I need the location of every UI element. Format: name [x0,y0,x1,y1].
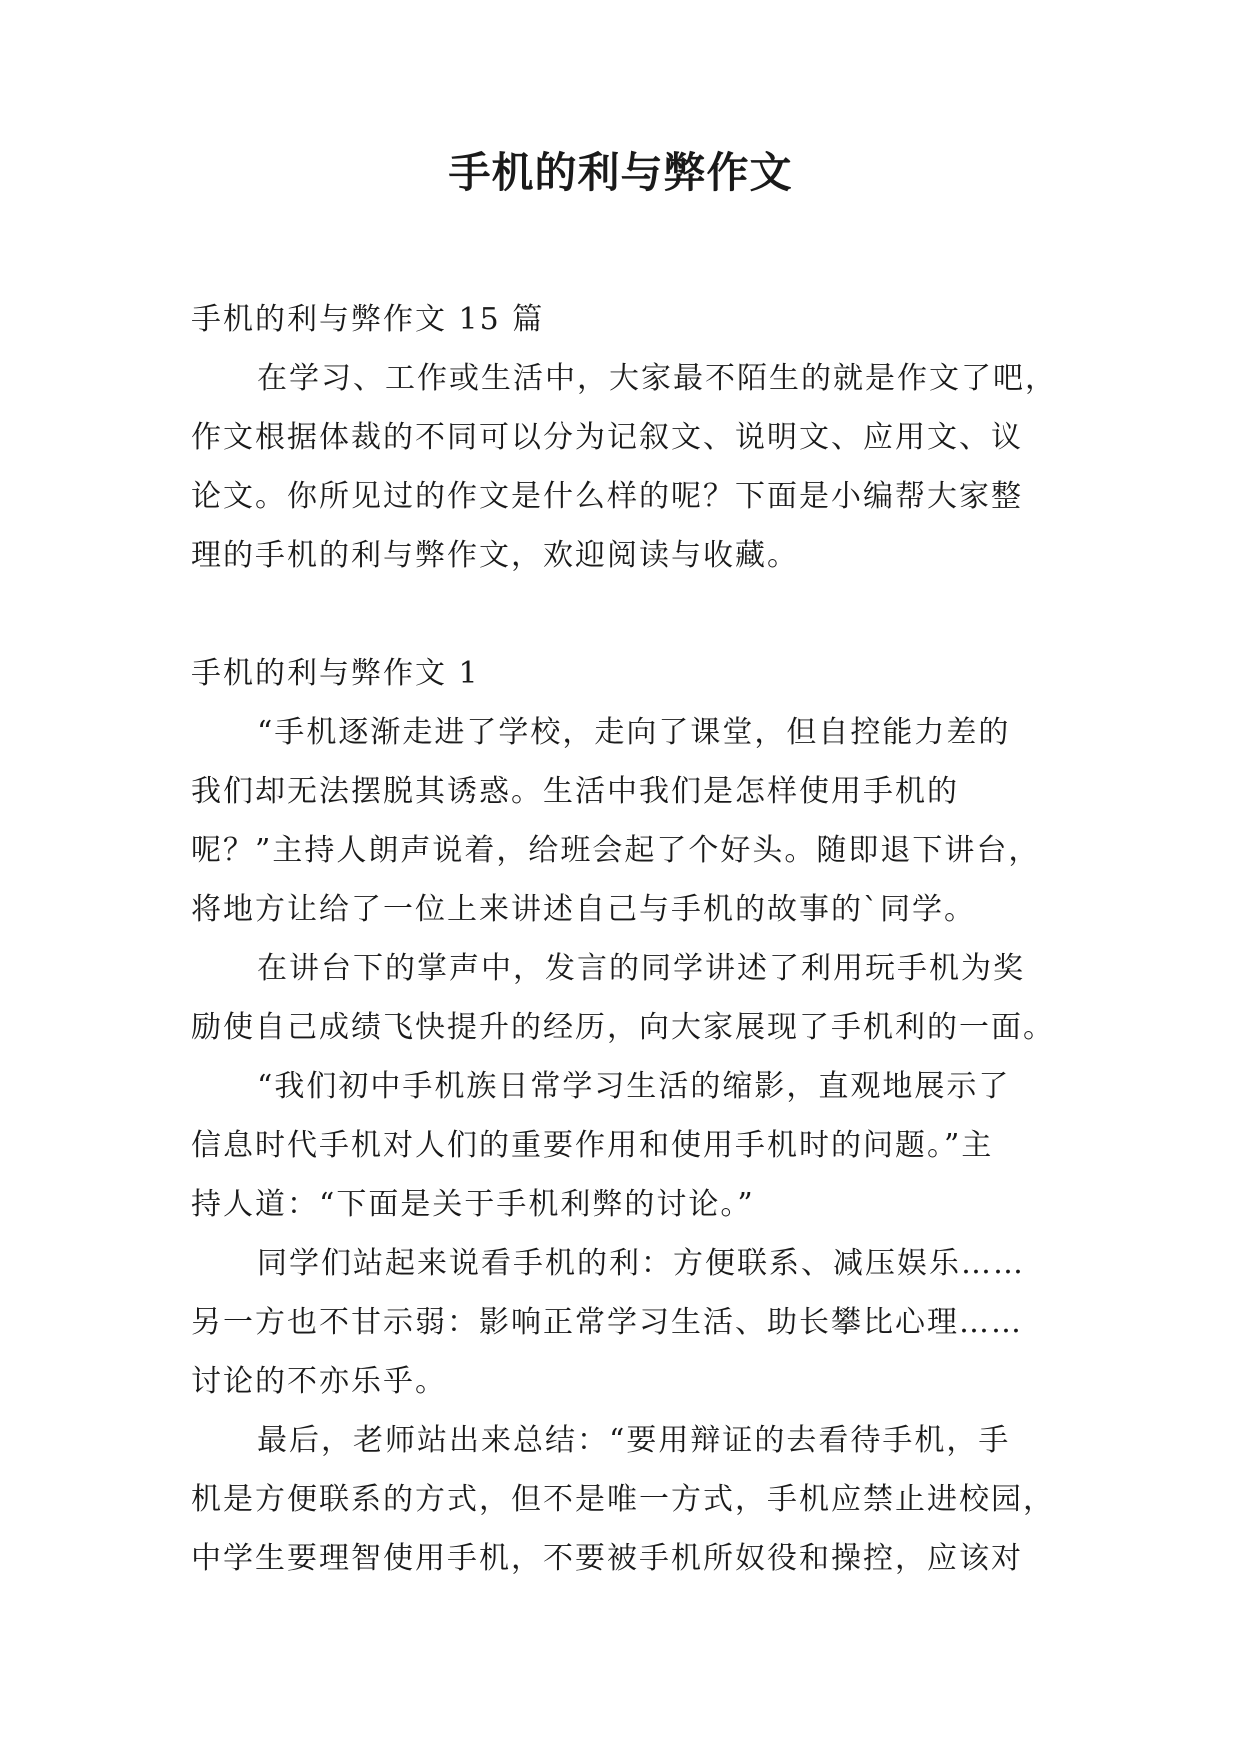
intro-paragraph [191,349,1057,585]
text-line: 在学习、工作或生活中，大家最不陌生的就是作文了吧， [257,361,1057,396]
text-line: 理的手机的利与弊作文，欢迎阅读与收藏。 [191,538,799,573]
text-line: 在讲台下的掌声中，发言的同学讲述了利用玩手机为奖 [257,951,1025,986]
text-line: 中学生要理智使用手机，不要被手机所奴役和操控，应该对 [191,1541,1023,1576]
section-heading: 手机的利与弊作文 1 [191,656,480,691]
text-line: 讨论的不亦乐乎。 [191,1364,447,1399]
text-line: “我们初中手机族日常学习生活的缩影，直观地展示了 [257,1069,1011,1104]
text-line: 作文根据体裁的不同可以分为记叙文、说明文、应用文、议 [191,420,1023,455]
text-line: 最后，老师站出来总结：“要用辩证的去看待手机，手 [257,1423,1011,1458]
section-body [191,703,1055,1588]
text-line: 励使自己成绩飞快提升的经历，向大家展现了手机利的一面。 [191,1010,1055,1045]
text-line: “手机逐渐走进了学校，走向了课堂，但自控能力差的 [257,715,1011,750]
document-body [191,290,1057,1588]
text-line: 另一方也不甘示弱：影响正常学习生活、助长攀比心理…… [191,1305,1023,1340]
text-line: 同学们站起来说看手机的利：方便联系、减压娱乐…… [257,1246,1025,1281]
text-line: 信息时代手机对人们的重要作用和使用手机时的问题。”主 [191,1128,994,1163]
text-line: 将地方让给了一位上来讲述自己与手机的故事的`同学。 [191,892,976,927]
text-line: 论文。你所见过的作文是什么样的呢？下面是小编帮大家整 [191,479,1023,514]
text-line: 我们却无法摆脱其诱惑。生活中我们是怎样使用手机的 [191,774,959,809]
document-subtitle: 手机的利与弊作文 15 篇 [191,302,545,337]
text-line: 机是方便联系的方式，但不是唯一方式，手机应禁止进校园， [191,1482,1055,1517]
text-line: 持人道：“下面是关于手机利弊的讨论。” [191,1187,755,1222]
document-title: 手机的利与弊作文 [448,148,793,197]
text-line: 呢？”主持人朗声说着，给班会起了个好头。随即退下讲台， [191,833,1041,868]
